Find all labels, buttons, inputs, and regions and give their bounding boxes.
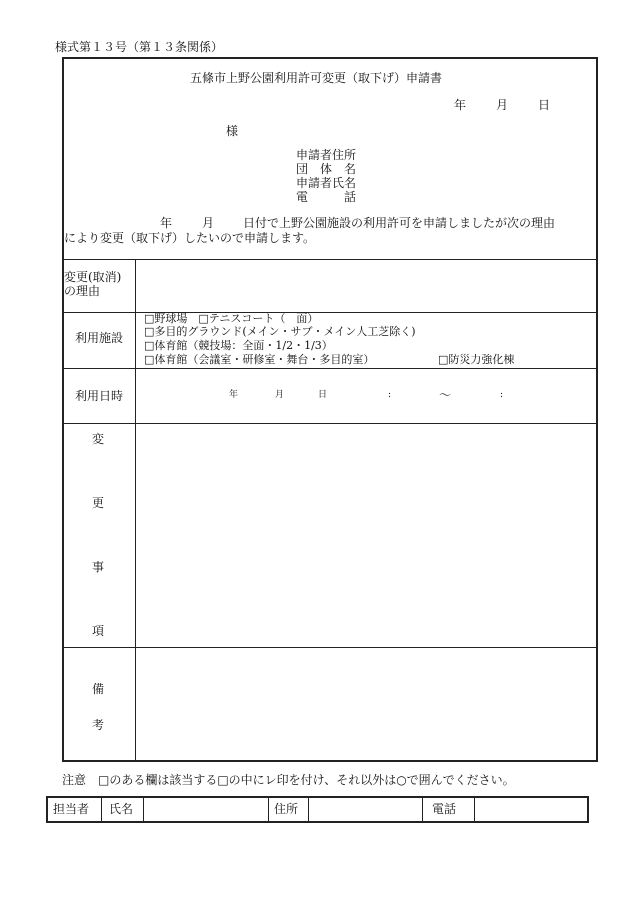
date-month: 月 [496, 98, 509, 112]
staff-name-label: 氏名 [109, 802, 134, 816]
staff-label: 担当者 [53, 802, 90, 816]
staff-phone-field[interactable] [476, 798, 586, 821]
datetime-label: 利用日時 [74, 389, 123, 403]
form-number: 様式第１３号（第１３条関係） [55, 40, 224, 54]
remarks-label-char-1: 備 [92, 682, 105, 696]
datetime-month: 月 [275, 390, 285, 400]
staff-address-label: 住所 [274, 802, 299, 816]
staff-name-field[interactable] [145, 798, 266, 821]
intro-month: 月 [202, 216, 215, 230]
date-year: 年 [454, 98, 467, 112]
applicant-address-label: 申請者住所 [296, 148, 357, 162]
remarks-label-char-2: 考 [92, 718, 105, 732]
change-label-char-4: 項 [92, 624, 105, 638]
facility-option-line4b[interactable]: □防災力強化棟 [438, 353, 515, 366]
facility-option-line2[interactable]: □多目的グラウンド(メイン・サブ・メイン人工芝除く) [144, 325, 416, 338]
intro-line2: により変更（取下げ）したいので申請します。 [64, 231, 316, 245]
facility-label: 利用施設 [74, 331, 123, 345]
reason-label-line2: の理由 [64, 284, 101, 298]
datetime-colon-start: : [388, 390, 392, 400]
change-label-char-1: 変 [92, 432, 105, 446]
change-details-area[interactable] [137, 425, 596, 645]
organization-name-label: 団 体 名 [296, 162, 357, 176]
staff-phone-label: 電話 [432, 802, 457, 816]
datetime-year: 年 [229, 390, 239, 400]
note-text: 注意 □のある欄は該当する□の中にレ印を付け、それ以外は○で囲んでください。 [62, 773, 515, 787]
facility-option-line4a[interactable]: □体育館（会議室・研修室・舞台・多目的室） [144, 353, 375, 366]
change-label-char-3: 事 [92, 560, 105, 574]
datetime-colon-end: : [500, 390, 504, 400]
remarks-area[interactable] [137, 649, 596, 760]
change-label-char-2: 更 [92, 496, 105, 510]
datetime-tilde: ～ [439, 388, 452, 402]
intro-year: 年 [160, 216, 173, 230]
intro-line1: 日付で上野公園施設の利用許可を申請しましたが次の理由 [243, 216, 556, 230]
datetime-day: 日 [318, 390, 328, 400]
addressee-suffix: 様 [226, 124, 239, 138]
reason-label-line1: 変更(取消) [64, 270, 122, 284]
applicant-name-label: 申請者氏名 [296, 176, 357, 190]
facility-option-line3[interactable]: □体育館（競技場：全面・1/2・1/3） [144, 339, 333, 352]
date-day: 日 [538, 98, 551, 112]
staff-address-field[interactable] [310, 798, 420, 821]
form-title: 五條市上野公園利用許可変更（取下げ）申請書 [190, 71, 443, 85]
facility-option-line1[interactable]: □野球場 □テニスコート（ 面） [144, 312, 319, 325]
telephone-label: 電 話 [296, 190, 357, 204]
